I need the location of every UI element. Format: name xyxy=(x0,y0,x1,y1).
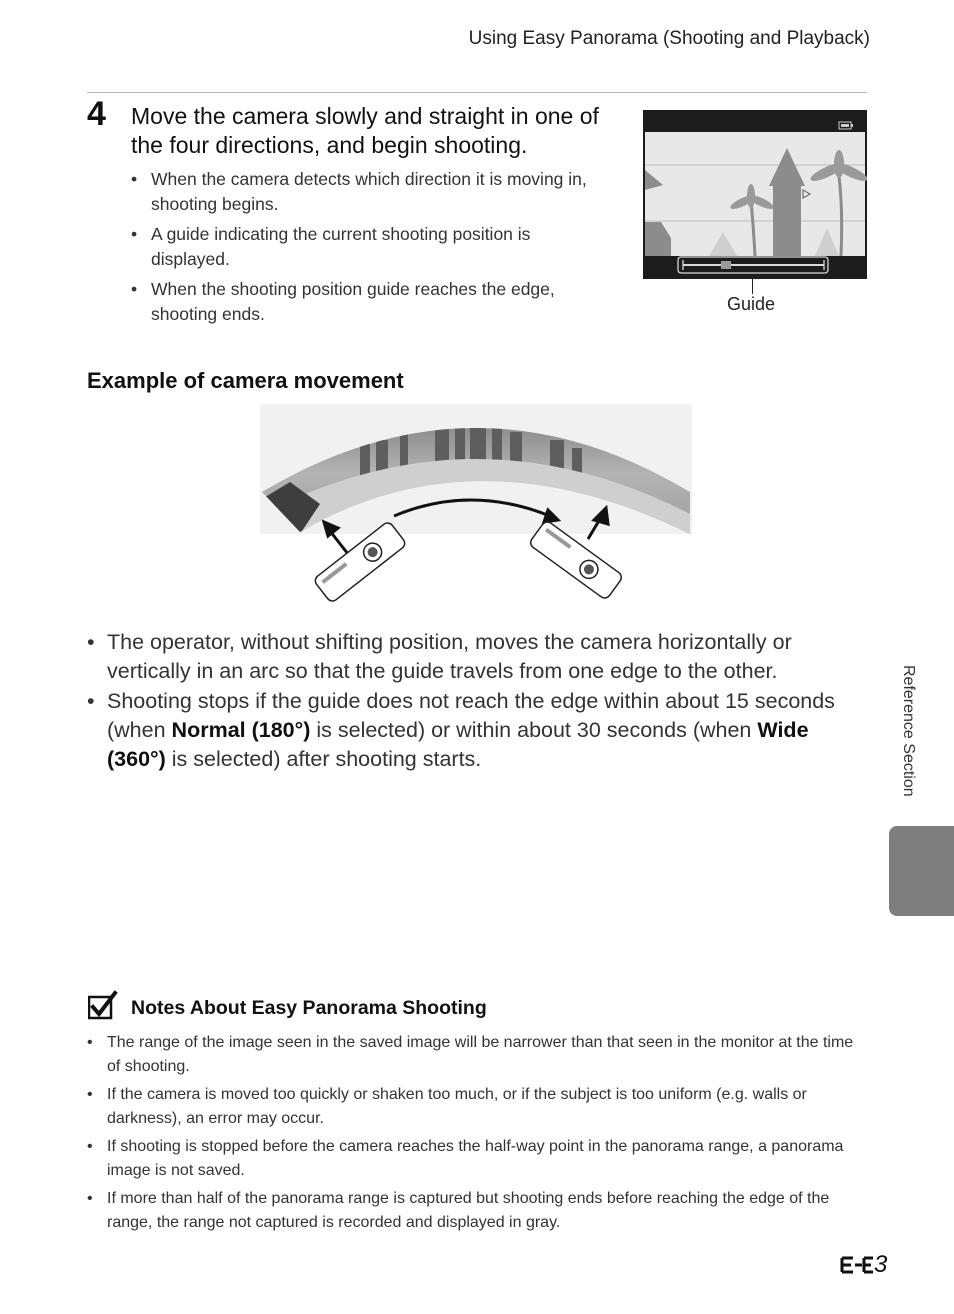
camera-monitor-illustration xyxy=(643,110,867,279)
main-bullet-text: is selected) after shooting starts. xyxy=(165,747,482,771)
step-bullet-list xyxy=(131,167,611,332)
side-tab-label: Reference Section xyxy=(900,665,917,797)
main-bullet-text: The operator, without shifting position, moves the camera horizontally or vertically in an arc so that the guide travels from one edge to the other. xyxy=(107,630,792,683)
step-bullet: • When the shooting position guide reaches the edge, shooting ends. xyxy=(131,277,611,327)
step-bullet: • When the camera detects which direction it is moving in, shooting begins. xyxy=(131,167,611,217)
page-number-value: 3 xyxy=(874,1251,888,1278)
step-title: Move the camera slowly and straight in one of the four directions, and begin shooting. xyxy=(131,103,599,158)
side-tab[interactable] xyxy=(889,826,954,916)
camera-movement-illustration xyxy=(260,404,692,604)
notes-heading: Notes About Easy Panorama Shooting xyxy=(131,997,487,1019)
normal-180-term: Normal (180°) xyxy=(171,718,311,742)
guide-callout-line xyxy=(752,278,753,294)
guide-callout-label: Guide xyxy=(727,294,776,314)
step-number: 4 xyxy=(87,95,106,133)
main-bullet xyxy=(87,687,862,774)
main-bullet xyxy=(87,628,862,686)
header-divider xyxy=(87,92,867,93)
section-heading: Example of camera movement xyxy=(87,368,404,393)
page-header: Using Easy Panorama (Shooting and Playback) xyxy=(468,28,870,49)
main-bullet-list xyxy=(87,628,862,775)
notes-bullet: • If shooting is stopped before the camera reaches the half-way point in the panorama range, a panorama image is not saved. xyxy=(87,1135,867,1183)
notes-bullet: • If the camera is moved too quickly or shaken too much, or if the subject is too uniform (e.g. walls or darkness), an error may occur. xyxy=(87,1083,867,1131)
reference-section-icon xyxy=(840,1255,874,1275)
page-number xyxy=(840,1251,887,1279)
notes-bullet: • If more than half of the panorama range is captured but shooting ends before reaching the edge of the range, the range not captured is recorded and displayed in gray. xyxy=(87,1187,867,1235)
main-bullet-text: Shooting stops if the guide does not reach the edge within about 15 seconds (when xyxy=(107,689,835,742)
notes-bullet: • The range of the image seen in the saved image will be narrower than that seen in the monitor at the time of shooting. xyxy=(87,1031,867,1079)
main-bullet-text: is selected) or within about 30 seconds (when xyxy=(310,718,758,742)
checkmark-icon xyxy=(88,990,118,1020)
wide-360-term: Wide (360°) xyxy=(107,718,809,771)
step-bullet: • A guide indicating the current shooting position is displayed. xyxy=(131,222,611,272)
notes-bullet-list xyxy=(87,1031,867,1239)
